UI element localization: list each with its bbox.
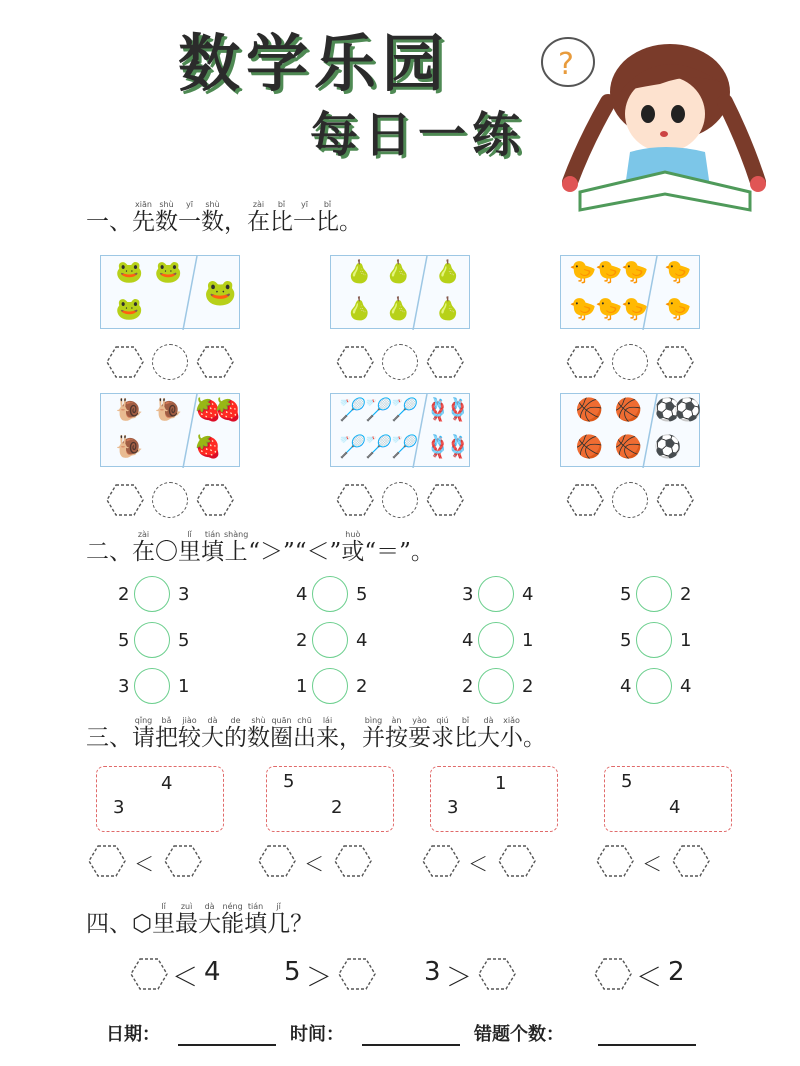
count-hexagon[interactable] [196, 483, 234, 517]
answer-hexagon[interactable] [422, 844, 460, 878]
picture-item: 🏀 [614, 434, 642, 460]
number-box [96, 766, 224, 832]
compare-item [462, 668, 552, 708]
count-hexagon[interactable] [656, 345, 694, 379]
count-hexagon[interactable] [426, 345, 464, 379]
s3-char: 要yào [408, 716, 431, 751]
picture-item: 🪢 [444, 397, 472, 423]
left-number: 4 [620, 676, 632, 697]
svg-text:?: ? [558, 47, 574, 82]
picture-item: 🍐 [384, 296, 412, 322]
answer-hexagon[interactable] [130, 957, 168, 991]
picture-item: 🐤 [595, 296, 623, 322]
picture-item: 🐸 [204, 278, 237, 308]
number-box [430, 766, 558, 832]
picture-card [560, 393, 700, 467]
symbol-circle[interactable] [612, 482, 648, 518]
s3-char: 大dà [201, 716, 224, 751]
comparison-sign: ＜ [172, 963, 199, 993]
left-number: 2 [296, 630, 308, 651]
box-number[interactable]: 4 [669, 797, 681, 818]
left-number: 4 [462, 630, 474, 651]
compare-answer-row [336, 481, 486, 521]
section-4-heading [86, 902, 313, 938]
girl-reading-illustration [540, 22, 780, 222]
picture-item: 🍐 [345, 296, 373, 322]
left-number: 3 [118, 676, 130, 697]
left-number: 4 [296, 584, 308, 605]
less-than-row [88, 844, 208, 880]
compare-item [118, 668, 208, 708]
comparison-sign: ＞ [446, 963, 473, 993]
s2-char: 里lǐ [178, 530, 201, 565]
right-number: 5 [178, 630, 190, 651]
right-number: 2 [680, 584, 692, 605]
box-number[interactable]: 2 [331, 797, 343, 818]
s4-char: 最zuì [175, 902, 199, 937]
s4-char: 大dà [198, 902, 222, 937]
count-hexagon[interactable] [566, 345, 604, 379]
answer-hexagon[interactable] [594, 957, 632, 991]
right-number: 1 [178, 676, 190, 697]
s3-char: 出chū [293, 716, 316, 751]
compare-item [462, 622, 552, 662]
less-than-sign: ＜ [134, 852, 154, 876]
answer-hexagon[interactable] [338, 957, 376, 991]
picture-item: 🐤 [621, 259, 649, 285]
errors-blank[interactable] [598, 1044, 696, 1046]
s1-char: 数shù [155, 200, 178, 235]
answer-circle[interactable] [134, 622, 170, 658]
picture-item: 🍐 [434, 259, 462, 285]
count-hexagon[interactable] [106, 483, 144, 517]
less-than-row [422, 844, 542, 880]
picture-item: 🍐 [434, 296, 462, 322]
answer-circle[interactable] [312, 668, 348, 704]
s3-char: 比bǐ [454, 716, 477, 751]
symbol-circle[interactable] [152, 482, 188, 518]
count-hexagon[interactable] [336, 345, 374, 379]
s3-char: 。 [523, 725, 546, 751]
answer-circle[interactable] [134, 576, 170, 612]
s1-char: ， [224, 209, 247, 235]
s3-char: 来lái [316, 716, 339, 751]
picture-item: 🐌 [115, 397, 143, 423]
right-number: 2 [356, 676, 368, 697]
question-number: 5 [284, 957, 301, 987]
picture-item: 🐸 [115, 296, 143, 322]
s4-number: 四、 [86, 911, 132, 937]
time-blank[interactable] [362, 1044, 460, 1046]
count-hexagon[interactable] [426, 483, 464, 517]
s4-char: ？ [290, 911, 314, 937]
answer-circle[interactable] [134, 668, 170, 704]
s2-number: 二、 [86, 539, 132, 565]
question-number: 2 [668, 957, 685, 987]
section-3-heading [86, 716, 546, 752]
date-label: 日期： [106, 1024, 160, 1045]
box-number[interactable]: 3 [447, 797, 459, 818]
answer-hexagon[interactable] [478, 957, 516, 991]
picture-item: 🏸 [365, 397, 393, 423]
answer-hexagon[interactable] [672, 844, 710, 878]
count-hexagon[interactable] [336, 483, 374, 517]
picture-item: 🐤 [595, 259, 623, 285]
picture-item: 🏸 [339, 397, 367, 423]
right-number: 4 [356, 630, 368, 651]
s1-char: 比bǐ [270, 200, 293, 235]
s4-char: 几jǐ [267, 902, 291, 937]
picture-item: 🏸 [391, 434, 419, 460]
s3-char: 较jiào [178, 716, 201, 751]
fill-question [594, 955, 714, 995]
picture-item: 🏸 [339, 434, 367, 460]
picture-item: 🍐 [345, 259, 373, 285]
right-number: 1 [680, 630, 692, 651]
answer-hexagon[interactable] [334, 844, 372, 878]
s1-char: 一yī [293, 200, 316, 235]
less-than-row [258, 844, 378, 880]
s1-char: 在zài [247, 200, 270, 235]
s3-char: 小xiǎo [500, 716, 523, 751]
right-number: 1 [522, 630, 534, 651]
picture-item: 🍓 [194, 434, 222, 460]
fill-question [130, 955, 250, 995]
picture-item: ⚽ [654, 434, 682, 460]
right-number: 4 [522, 584, 534, 605]
picture-item: 🐸 [115, 259, 143, 285]
compare-item [462, 576, 552, 616]
compare-answer-row [106, 343, 256, 383]
right-number: 3 [178, 584, 190, 605]
picture-item: 🐤 [664, 259, 692, 285]
answer-hexagon[interactable] [498, 844, 536, 878]
left-number: 3 [462, 584, 474, 605]
picture-item: 🍐 [384, 259, 412, 285]
s3-char: 请qǐng [132, 716, 155, 751]
picture-item: 🪢 [424, 434, 452, 460]
left-number: 5 [118, 630, 130, 651]
box-number[interactable]: 3 [113, 797, 125, 818]
compare-answer-row [566, 343, 716, 383]
picture-item: 🏀 [575, 397, 603, 423]
s2-char: 在zài [132, 530, 155, 565]
picture-card [330, 255, 470, 329]
picture-item: 🐤 [569, 296, 597, 322]
compare-item [620, 622, 710, 662]
picture-item: 🏸 [391, 397, 419, 423]
answer-circle[interactable] [312, 622, 348, 658]
s3-char: 按àn [385, 716, 408, 751]
symbol-circle[interactable] [382, 482, 418, 518]
count-hexagon[interactable] [656, 483, 694, 517]
s1-char: 比bǐ [316, 200, 339, 235]
less-than-row [596, 844, 716, 880]
answer-hexagon[interactable] [258, 844, 296, 878]
picture-card [100, 255, 240, 329]
comparison-sign: ＞ [306, 963, 333, 993]
left-number: 5 [620, 630, 632, 651]
symbol-circle[interactable] [382, 344, 418, 380]
fill-question [284, 955, 404, 995]
picture-item: 🐸 [154, 259, 182, 285]
page-subtitle: 每日一练 [310, 107, 527, 163]
answer-circle[interactable] [636, 622, 672, 658]
comparison-sign: ＜ [636, 963, 663, 993]
compare-item [296, 576, 386, 616]
picture-card [560, 255, 700, 329]
section-1-heading [86, 200, 362, 236]
compare-answer-row [336, 343, 486, 383]
compare-item [296, 622, 386, 662]
answer-hexagon[interactable] [88, 844, 126, 878]
left-number: 2 [118, 584, 130, 605]
right-number: 2 [522, 676, 534, 697]
picture-item: 🐌 [154, 397, 182, 423]
question-number: 3 [424, 957, 441, 987]
less-than-sign: ＜ [304, 852, 324, 876]
picture-item: 🐌 [115, 434, 143, 460]
picture-item: 🍓 [194, 397, 222, 423]
compare-answer-row [566, 481, 716, 521]
answer-circle[interactable] [312, 576, 348, 612]
picture-item: 🍓 [214, 397, 242, 423]
symbol-circle[interactable] [152, 344, 188, 380]
s1-char: 数shù [201, 200, 224, 235]
right-number: 4 [680, 676, 692, 697]
compare-item [118, 576, 208, 616]
s2-char: 上shàng [224, 530, 249, 565]
answer-circle[interactable] [636, 668, 672, 704]
compare-item [118, 622, 208, 662]
answer-circle[interactable] [478, 622, 514, 658]
symbol-circle[interactable] [612, 344, 648, 380]
s4-char: 能néng [221, 902, 245, 937]
answer-circle[interactable] [636, 576, 672, 612]
s2-char: 〇 [155, 539, 178, 565]
s3-char: 并bìng [362, 716, 385, 751]
s2-char: 填tián [201, 530, 224, 565]
question-number: 4 [204, 957, 221, 987]
s2-char: “＞”“＜” [248, 539, 342, 565]
answer-circle[interactable] [478, 576, 514, 612]
compare-item [296, 668, 386, 708]
date-blank[interactable] [178, 1044, 276, 1046]
picture-item: 🐤 [621, 296, 649, 322]
s3-char: 把bǎ [155, 716, 178, 751]
compare-item [620, 576, 710, 616]
picture-item: ⚽ [674, 397, 702, 423]
s1-char: 。 [339, 209, 362, 235]
left-number: 2 [462, 676, 474, 697]
s1-char: 先xiān [132, 200, 155, 235]
box-number[interactable]: 1 [495, 773, 507, 794]
s4-char: 里lǐ [152, 902, 176, 937]
box-number[interactable]: 5 [621, 771, 633, 792]
count-hexagon[interactable] [106, 345, 144, 379]
box-number[interactable]: 4 [161, 773, 173, 794]
page-title: 数学乐园 [178, 27, 451, 100]
errors-label: 错题个数： [474, 1024, 564, 1045]
answer-hexagon[interactable] [164, 844, 202, 878]
s3-char: 的de [224, 716, 247, 751]
answer-circle[interactable] [478, 668, 514, 704]
picture-item: 🏸 [365, 434, 393, 460]
compare-answer-row [106, 481, 256, 521]
answer-hexagon[interactable] [596, 844, 634, 878]
box-number[interactable]: 5 [283, 771, 295, 792]
picture-card [330, 393, 470, 467]
s3-char: 求qiú [431, 716, 454, 751]
s1-char: 一yī [178, 200, 201, 235]
picture-item: 🐤 [664, 296, 692, 322]
picture-item: 🏀 [614, 397, 642, 423]
time-label: 时间： [290, 1024, 344, 1045]
right-number: 5 [356, 584, 368, 605]
picture-item: 🐤 [569, 259, 597, 285]
picture-item: ⚽ [654, 397, 682, 423]
number-box [266, 766, 394, 832]
s3-char: ， [339, 725, 362, 751]
left-number: 5 [620, 584, 632, 605]
s3-char: 圈quān [270, 716, 293, 751]
s4-char: ⬡ [132, 911, 153, 937]
picture-item: 🏀 [575, 434, 603, 460]
number-box [604, 766, 732, 832]
s1-number: 一、 [86, 209, 132, 235]
s3-char: 大dà [477, 716, 500, 751]
less-than-sign: ＜ [468, 852, 488, 876]
s2-char: 或huò [341, 530, 365, 565]
fill-question [424, 955, 544, 995]
count-hexagon[interactable] [196, 345, 234, 379]
s2-char: “＝”。 [364, 539, 434, 565]
left-number: 1 [296, 676, 308, 697]
picture-item: 🪢 [444, 434, 472, 460]
count-hexagon[interactable] [566, 483, 604, 517]
s3-number: 三、 [86, 725, 132, 751]
less-than-sign: ＜ [642, 852, 662, 876]
picture-item: 🪢 [424, 397, 452, 423]
compare-item [620, 668, 710, 708]
picture-card [100, 393, 240, 467]
s4-char: 填tián [244, 902, 268, 937]
s3-char: 数shù [247, 716, 270, 751]
section-2-heading [86, 530, 434, 566]
